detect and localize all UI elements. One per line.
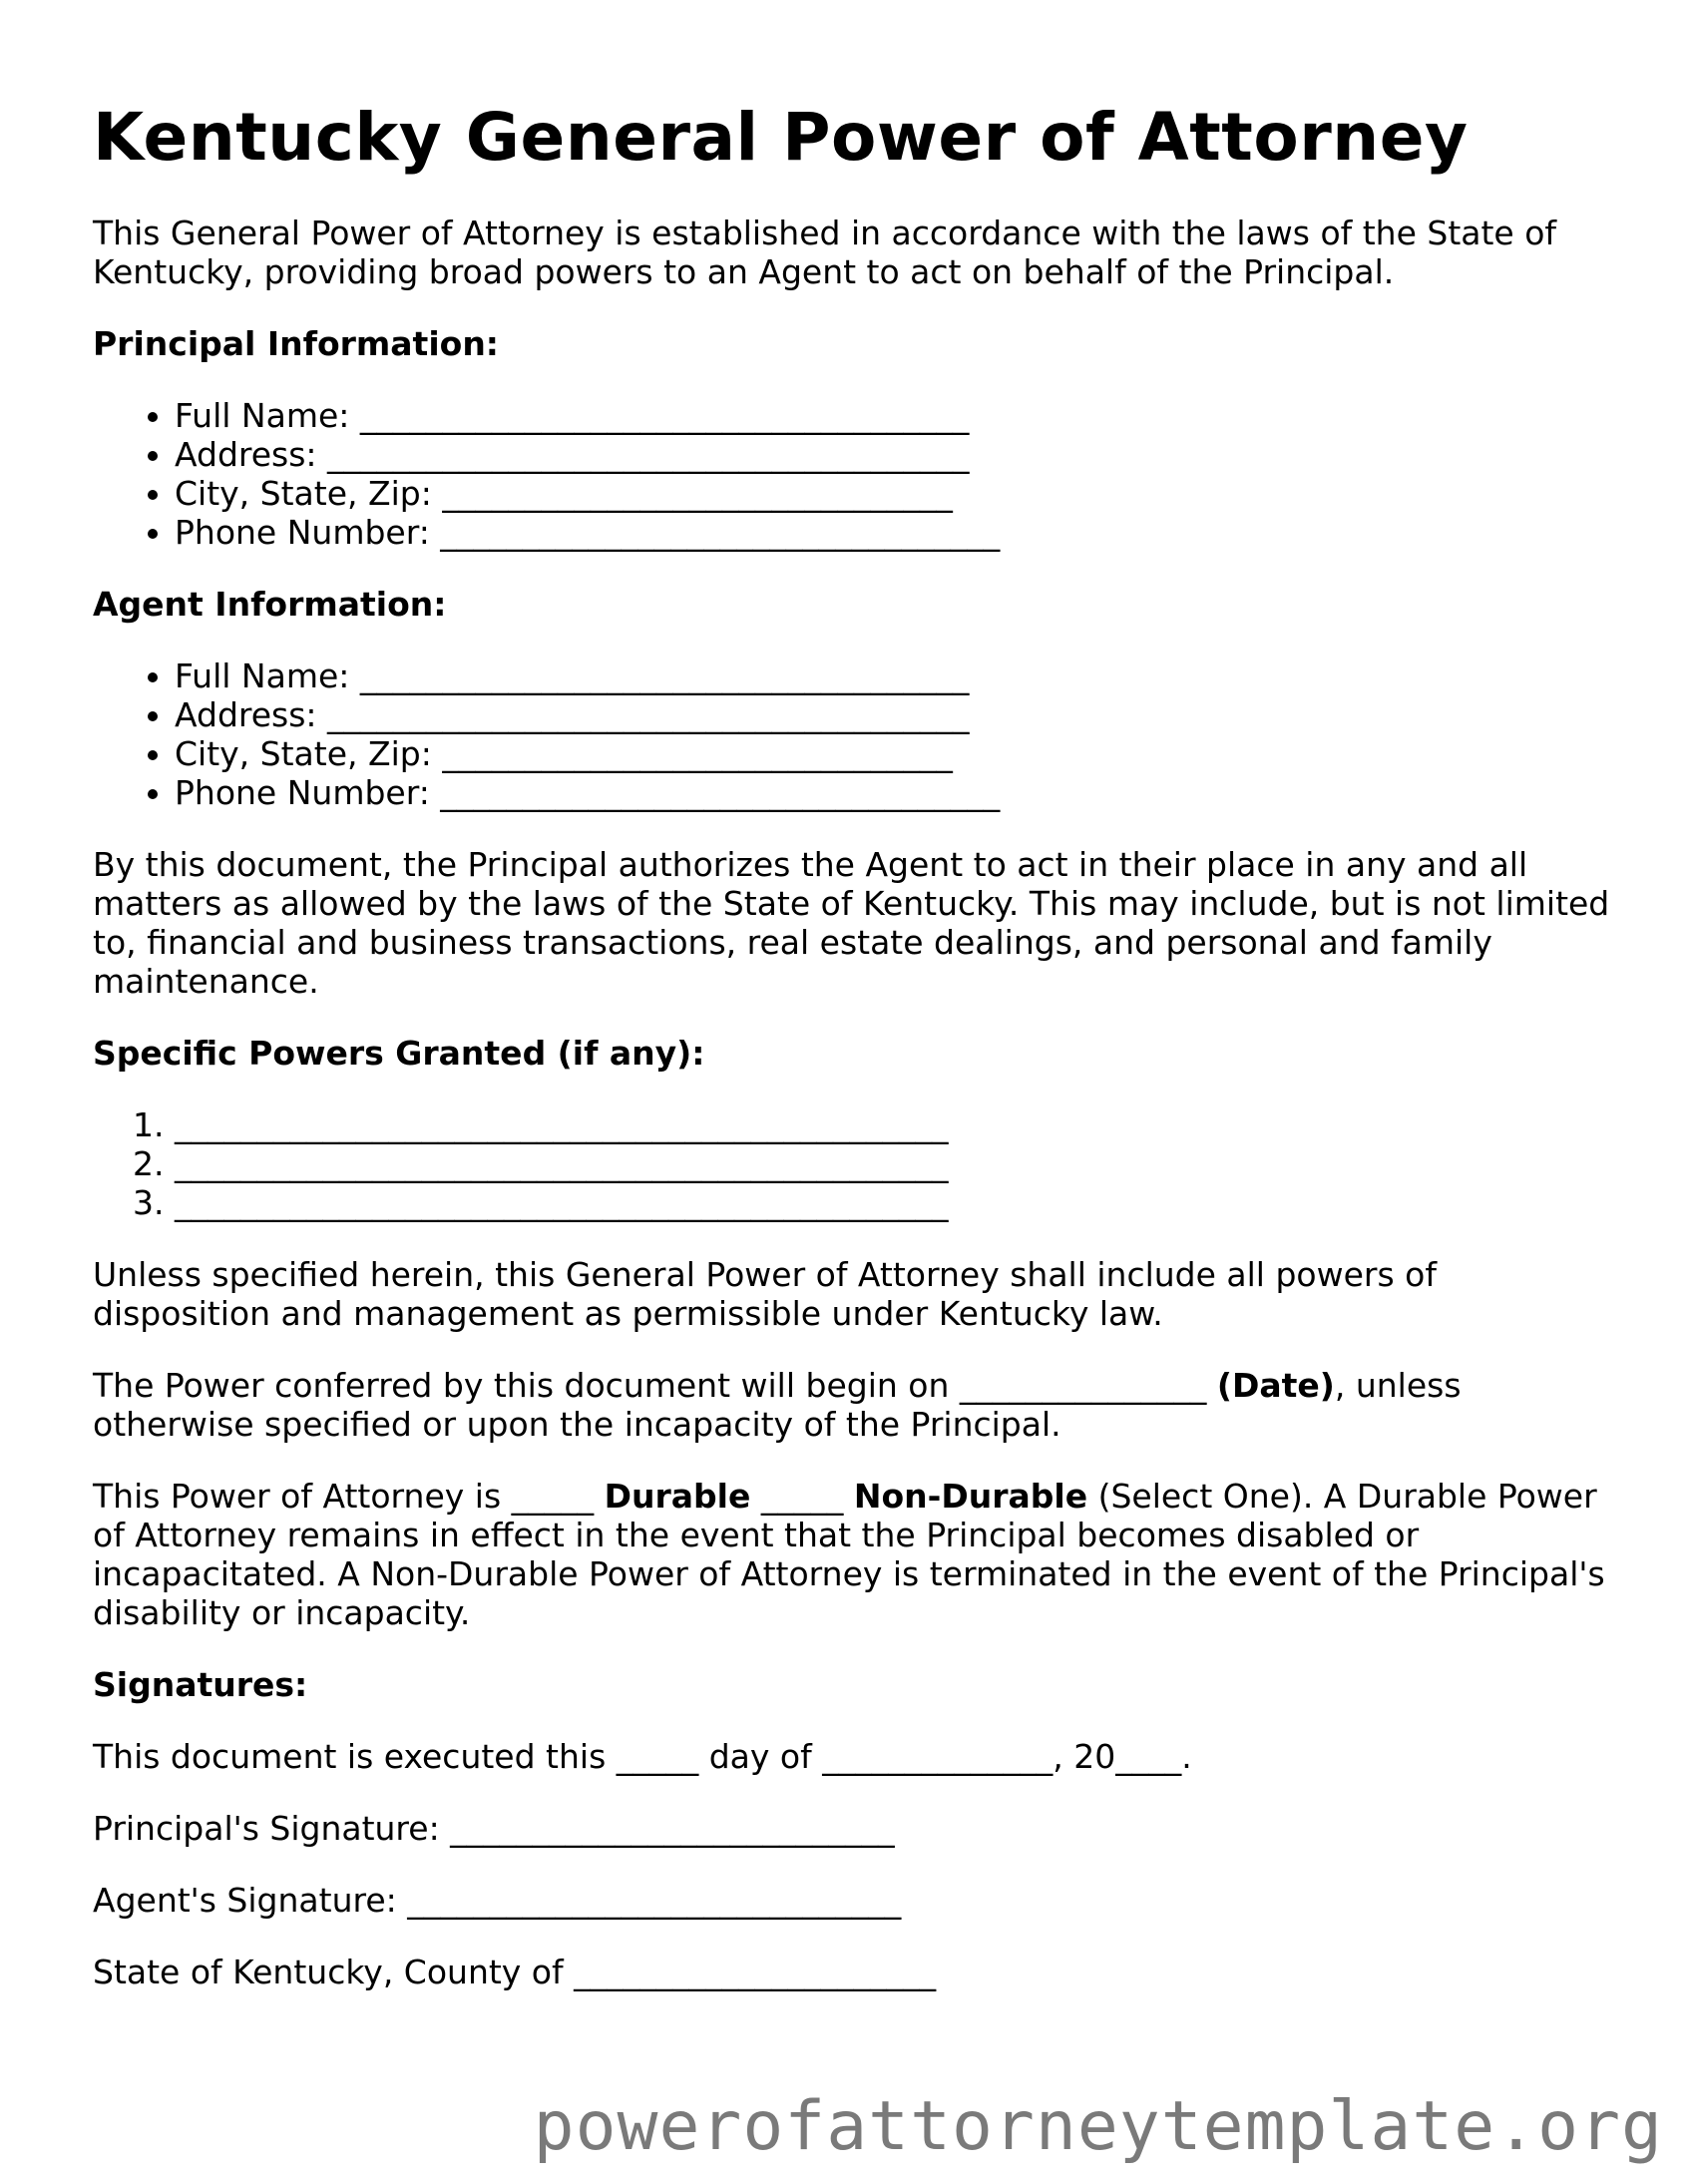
agent-full-name-field: • Full Name: _____________________________________: [175, 656, 1619, 695]
power-begin-rest: , unless otherwise specified or upon the incapacity of the Principal.: [93, 1365, 1462, 1444]
county-line: State of Kentucky, County of ______________________: [93, 1952, 937, 1991]
agent-phone-field: • Phone Number: __________________________________: [175, 773, 1619, 812]
specific-powers-heading: Specific Powers Granted (if any):: [93, 1033, 705, 1073]
non-durable-label: Non-Durable: [853, 1476, 1088, 1516]
specific-power-line-2: 2. _______________________________________________: [175, 1144, 1619, 1183]
agent-heading: Agent Information:: [93, 584, 447, 624]
date-label: (Date): [1216, 1365, 1335, 1405]
intro-paragraph: This General Power of Attorney is established in accordance with the laws of the State of Kentucky, providing broad powers to an Agent to act on behalf of the Principal.: [93, 213, 1557, 291]
agent-city-state-zip-field: • City, State, Zip: _______________________________: [175, 734, 1619, 773]
durability-explanation: (Select One). A Durable Power of Attorney remains in effect in the event that the Principal becomes disabled or incapacitated. A Non-Durable Power of Attorney is terminated in the event of the Principal's disability or incapacity.: [93, 1476, 1605, 1632]
durability-paragraph: [93, 1477, 1619, 1632]
principal-signature-line: Principal's Signature: ___________________________: [93, 1808, 895, 1848]
signatures-heading: Signatures:: [93, 1664, 308, 1704]
document-page: [93, 100, 1619, 2024]
specific-power-line-3: 3. _______________________________________________: [175, 1183, 1619, 1222]
principal-heading: Principal Information:: [93, 323, 500, 363]
durability-blank: _____: [750, 1476, 854, 1516]
authorization-paragraph: By this document, the Principal authorizes the Agent to act in their place in any and all matters as allowed by the laws of the State of Kentucky. This may include, but is not limited to, financial and business transactions, real estate dealings, and personal and family maintenance.: [93, 844, 1610, 1001]
site-watermark: powerofattorneytemplate.org: [533, 2087, 1663, 2166]
execution-date-line: This document is executed this _____ day of ______________, 20____.: [93, 1736, 1192, 1776]
durability-intro: This Power of Attorney is _____: [93, 1476, 605, 1516]
page-title: Kentucky General Power of Attorney: [93, 99, 1469, 176]
principal-phone-field: • Phone Number: __________________________________: [175, 513, 1619, 552]
agent-info-list: [93, 656, 1619, 812]
agent-address-field: • Address: _______________________________________: [175, 695, 1619, 734]
unless-paragraph: Unless specified herein, this General Power of Attorney shall include all powers of disposition and management as permissible under Kentucky law.: [93, 1254, 1437, 1333]
power-begin-text: The Power conferred by this document will begin on _______________: [93, 1365, 1217, 1405]
durable-label: Durable: [604, 1476, 751, 1516]
principal-address-field: • Address: _______________________________________: [175, 435, 1619, 474]
principal-city-state-zip-field: • City, State, Zip: _______________________________: [175, 474, 1619, 513]
principal-full-name-field: • Full Name: _____________________________________: [175, 396, 1619, 435]
specific-power-line-1: 1. _______________________________________________: [175, 1105, 1619, 1144]
agent-signature-line: Agent's Signature: ______________________________: [93, 1880, 902, 1920]
specific-powers-list: [93, 1105, 1619, 1222]
power-begin-paragraph: [93, 1366, 1619, 1444]
principal-info-list: [93, 396, 1619, 552]
